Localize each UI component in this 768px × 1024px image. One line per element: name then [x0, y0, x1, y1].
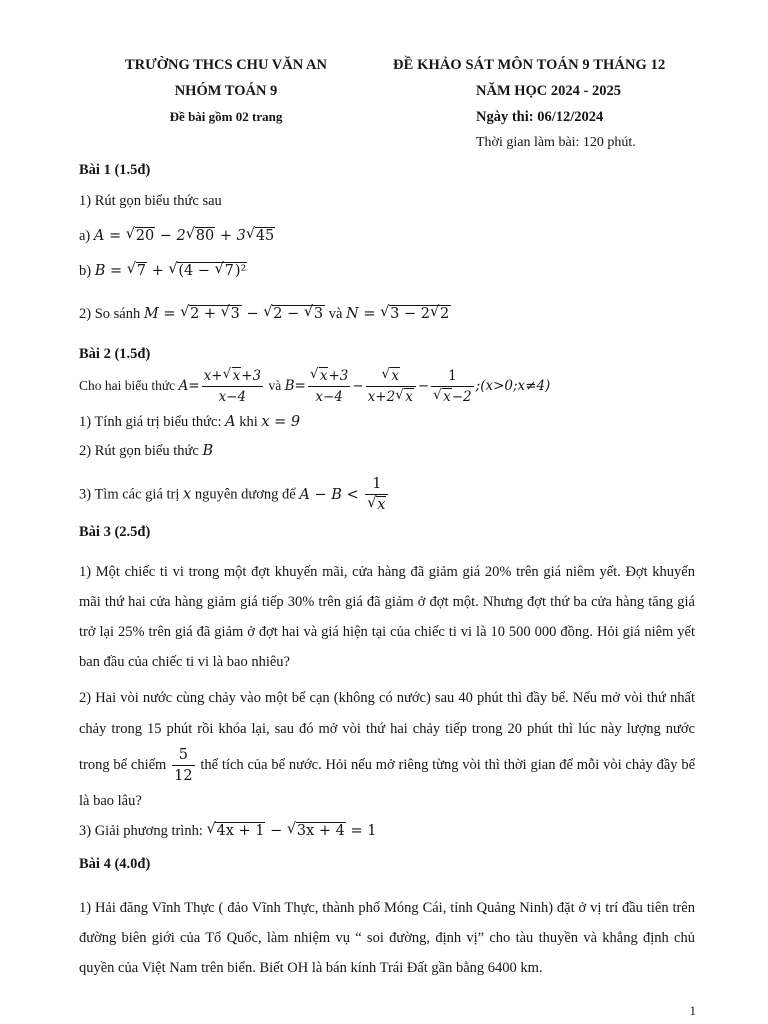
formula-bai2-a: A= $\frac{x+√ x+3}{x-4}$ [179, 378, 266, 394]
bai2-heading: Bài 2 (1.5đ) [79, 346, 151, 362]
bai1-q1: 1) Rút gọn biểu thức sau [79, 193, 222, 209]
school-year: NĂM HỌC 2024 - 2025 [476, 83, 621, 99]
formula-m: M = √ 2 + √ 3 − √ 2 − √ 3 [144, 306, 325, 322]
condition-x9: x = 9 [261, 414, 301, 430]
formula-a: A = √ 20 − 2√ 80 + 3√ 45 [94, 228, 275, 244]
bai3-p2 [79, 683, 695, 817]
var-b: B [202, 443, 214, 459]
frac-num: 5 [172, 745, 194, 766]
bai2-q3-mid: nguyên dương để [194, 486, 296, 503]
bai2-intro-text: Cho hai biểu thức [79, 378, 176, 393]
fraction-5-12 [172, 745, 194, 786]
bai2-q3 [79, 474, 390, 515]
bai3-p1: 1) Một chiếc ti vi trong một đợt khuyến mãi, cửa hàng đã giảm giá 20% trên giá niêm yết. Đợt khuyến mãi thứ hai cửa hàng giảm giá tiếp 30% trên giá đã giảm ở đợt một. Nhưng đợt thứ ba cửa hàng tăng giá trở lại 25% trên giá đã giảm ở đợt hai và giá hiện tại của chiếc ti vi là 10 500 000 đồng. Hỏi giá niêm yết ban đầu của chiếc ti vi là bao nhiêu? [79, 564, 695, 670]
frac-den: 12 [174, 768, 193, 784]
header-left [96, 52, 356, 130]
inequality: A − B < 1 √ x [299, 487, 390, 503]
group-name: NHÓM TOÁN 9 [174, 83, 278, 99]
formula-n: N = √ 3 − 2√ 2 [346, 306, 451, 322]
exam-title: ĐỀ KHẢO SÁT MÔN TOÁN 9 THÁNG 12 [393, 57, 666, 73]
page-number: 1 [689, 1003, 696, 1018]
bai3-p2-b: thể tích của bể nước. Hỏi nếu mở riêng từng vòi thì thời gian để mỗi vòi chảy đầy bể là bao lâu? [79, 756, 696, 809]
school-name: TRƯỜNG THCS CHU VĂN AN [125, 57, 327, 73]
exam-duration: Thời gian làm bài: 120 phút. [476, 135, 636, 150]
bai2-q2-text: 2) Rút gọn biểu thức [79, 443, 199, 459]
bai2-q1-text: 1) Tính giá trị biểu thức: [79, 414, 222, 430]
var-a: A [225, 414, 236, 430]
bai1-a-label: a) [79, 228, 91, 244]
bai2-intro [79, 366, 550, 407]
bai3-p2-a: 2) Hai vòi nước cùng chảy vào một bể cạn (không có nước) sau 40 phút thì đầy bể. Nếu mở vòi thứ nhất chảy trong 15 phút rồi khóa lại, sau đó mở vòi thứ hai chảy tiếp trong 20 phút thì lúc này lượng nước trong bể chiếm [79, 690, 695, 773]
bai2-q3-text: 3) Tìm các giá trị [79, 486, 180, 503]
bai3-p3 [79, 823, 376, 840]
bai1-heading: Bài 1 (1.5đ) [79, 162, 151, 178]
bai1-a [79, 228, 275, 245]
bai4-heading: Bài 4 (4.0đ) [79, 856, 151, 872]
and-word: và [328, 306, 343, 322]
bai1-b-label: b) [79, 263, 92, 279]
formula-b: B = √ 7 + √ (4 − √ 7)² [95, 263, 248, 279]
bai1-q2-label: 2) So sánh [79, 306, 141, 322]
bai3-heading: Bài 3 (2.5đ) [79, 524, 151, 540]
header-right [393, 52, 723, 156]
bai2-and: và [268, 378, 282, 393]
bai4-p1: 1) Hải đăng Vĩnh Thực ( đảo Vĩnh Thực, thành phố Móng Cái, tỉnh Quảng Ninh) đặt ở vị trí đầu tiên trên đường biên giới của Tổ Quốc, làm nhiệm vụ “ soi đường, định vị” cho tàu thuyền và khẳng định chủ quyền của Việt Nam trên biển. Biết OH là bán kính Trái Đất gần bằng 6400 km. [79, 900, 695, 976]
bai2-q1 [79, 414, 300, 431]
page-count-note: Đề bài gồm 02 trang [169, 109, 283, 124]
bai3-p3-text: 3) Giải phương trình: [79, 823, 203, 839]
bai2-q2 [79, 443, 213, 460]
var-x: x [183, 486, 192, 503]
equation-radicals: √ 4x + 1 − √ 3x + 4 = 1 [206, 823, 376, 839]
formula-bai2-b: B= √ $\frac{x+3}{x-4}$ − √ $\frac{x}{x+2√ x}$ − 1 √ x−2 ;(x>0;x≠4) [285, 378, 551, 394]
bai2-q1-when: khi [239, 414, 258, 430]
bai1-q2 [79, 306, 451, 323]
exam-date: Ngày thi: 06/12/2024 [476, 109, 604, 125]
bai1-b [79, 263, 247, 280]
